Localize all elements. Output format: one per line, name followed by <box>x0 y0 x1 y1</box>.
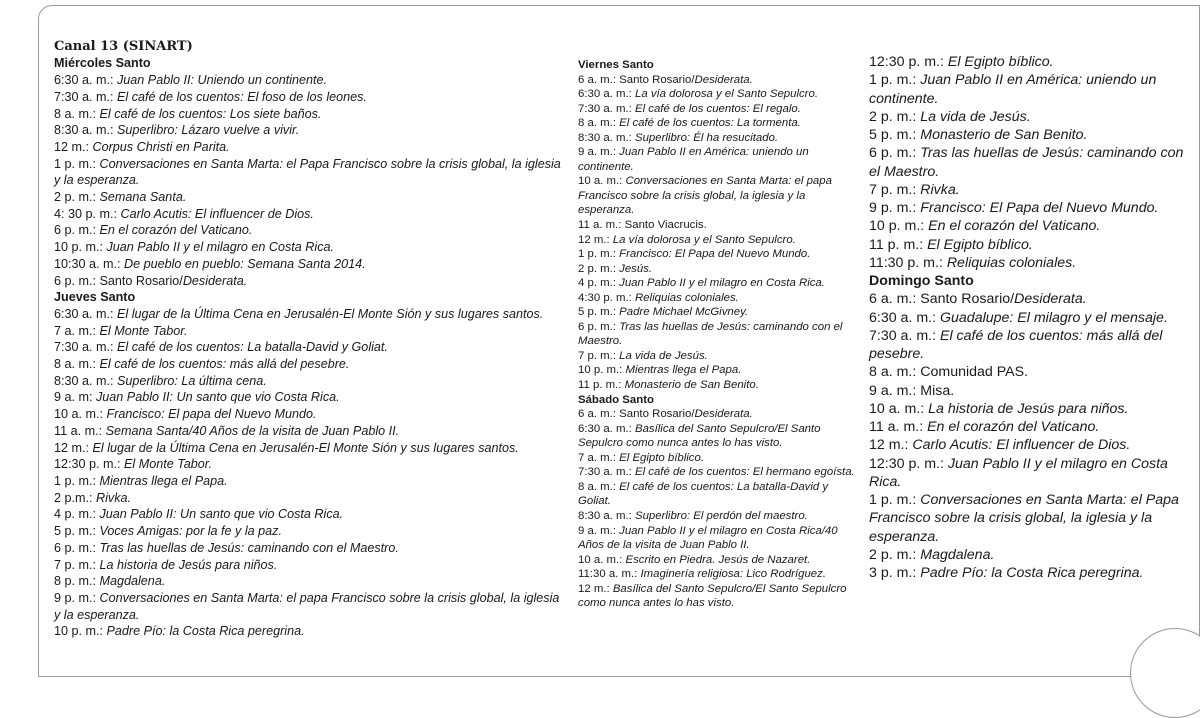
schedule-entry <box>54 72 566 89</box>
schedule-entry <box>869 455 1189 492</box>
entry-program: Rivka. <box>920 181 960 198</box>
entry-program: Semana Santa. <box>99 190 187 205</box>
entry-plain-text: Santo Rosario/ <box>99 273 183 288</box>
entry-time: 12:30 p. m.: <box>869 54 948 70</box>
entry-time: 6 p. m.: <box>54 540 100 555</box>
entry-program: Guadalupe: El milagro y el mensaje. <box>939 309 1168 326</box>
entry-time: 7 p. m.: <box>578 349 620 362</box>
schedule-entry <box>54 440 566 457</box>
schedule-entry <box>54 590 566 623</box>
schedule-entry <box>869 491 1189 546</box>
schedule-entry <box>869 290 1189 308</box>
entry-time: 12 m.: <box>578 582 613 595</box>
schedule-entry <box>54 623 566 640</box>
schedule-entry <box>578 87 860 102</box>
entry-program: La vía dolorosa y el Santo Sepulcro. <box>612 233 796 246</box>
schedule-entry <box>869 546 1189 564</box>
schedule-entry <box>54 540 566 557</box>
entry-plain-text: Comunidad PAS. <box>920 364 1029 381</box>
schedule-entry <box>54 156 566 189</box>
entry-time: 8:30 a. m.: <box>54 373 117 388</box>
entry-program: El Egipto bíblico. <box>619 451 705 464</box>
entry-program: El café de los cuentos: El regalo. <box>634 102 801 115</box>
entry-plain-text: Santo Rosario/ <box>920 291 1015 308</box>
schedule-entry <box>869 382 1189 400</box>
entry-program: Reliquias coloniales. <box>946 254 1077 271</box>
schedule-entry <box>54 306 566 323</box>
entry-program: Padre Pío: la Costa Rica peregrina. <box>106 624 305 639</box>
entry-time: 11 a. m.: <box>869 419 928 435</box>
entry-time: 11 p. m.: <box>869 236 928 253</box>
entry-program: El lugar de la Última Cena en Jerusalén-El Monte Sión y sus lugares santos. <box>117 306 544 321</box>
entry-time: 1 p. m.: <box>54 473 100 488</box>
schedule-entry <box>578 233 860 248</box>
entry-time: 3 p. m.: <box>869 565 921 581</box>
entry-time: 8 a. m.: <box>869 364 921 381</box>
entry-time: 7 p. m.: <box>54 557 100 572</box>
entry-program: El café de los cuentos: más allá del pesebre. <box>99 357 350 372</box>
day-heading: Miércoles Santo <box>54 56 151 71</box>
entry-program: La vida de Jesús. <box>619 349 708 362</box>
schedule-entry <box>869 71 1189 108</box>
entry-program: Escrito en Piedra. Jesús de Nazaret. <box>625 553 811 566</box>
schedule-entry <box>54 122 566 139</box>
entry-program: Desiderata. <box>1014 291 1087 308</box>
entry-time: 2 p. m.: <box>578 262 620 275</box>
entry-plain-text: Misa. <box>920 382 955 399</box>
entry-program: Basílica del Santo Sepulcro/El Santo Sepulcro como nunca antes lo has visto. <box>578 422 821 450</box>
schedule-entry <box>578 305 860 320</box>
entry-program: Basílica del Santo Sepulcro/El Santo Sepulcro como nunca antes lo has visto. <box>578 582 847 610</box>
entry-time: 4 p. m.: <box>578 277 620 290</box>
entry-program: Desiderata. <box>694 408 753 421</box>
column-1 <box>54 39 566 640</box>
entry-program: Conversaciones en Santa Marta: el papa Francisco sobre la crisis global, la iglesia y la esperanza. <box>54 590 560 622</box>
entry-time: 10 a. m.: <box>578 175 626 188</box>
schedule-entry <box>869 108 1189 126</box>
entry-time: 6:30 a. m.: <box>54 306 117 321</box>
schedule-entry <box>54 506 566 523</box>
entry-program: Superlibro: La última cena. <box>117 373 267 388</box>
day-heading: Viernes Santo <box>578 59 654 71</box>
entry-time: 10 p. m.: <box>54 240 107 255</box>
entry-time: 12 m.: <box>869 437 913 454</box>
entry-time: 8 p. m.: <box>54 574 100 589</box>
entry-time: 6 a. m.: <box>578 73 620 86</box>
schedule-entry <box>869 436 1189 454</box>
entry-program: El café de los cuentos: Los siete baños. <box>99 106 322 121</box>
entry-time: 11 a. m.: <box>54 423 106 438</box>
entry-time: 8 a. m.: <box>54 357 100 372</box>
schedule-entry <box>54 389 566 406</box>
entry-program: Mientras llega el Papa. <box>99 473 228 488</box>
entry-program: El Monte Tabor. <box>124 457 212 472</box>
entry-program: La vida de Jesús. <box>920 108 1031 125</box>
schedule-entry <box>869 363 1189 381</box>
schedule-entry <box>869 199 1189 217</box>
entry-time: 8 a. m.: <box>54 106 100 121</box>
entry-time: 8 a. m.: <box>578 480 620 493</box>
entry-time: 9 a. m.: <box>578 146 620 159</box>
schedule-entry <box>54 256 566 273</box>
schedule-entry <box>54 373 566 390</box>
entry-program: Monasterio de San Benito. <box>624 379 759 392</box>
entry-program: El Egipto bíblico. <box>927 236 1033 253</box>
entry-program: La historia de Jesús para niños. <box>99 557 278 572</box>
entry-time: 9 a. m.: <box>869 382 921 399</box>
entry-time: 6:30 a. m.: <box>578 88 635 101</box>
entry-time: 4: 30 p. m.: <box>54 206 121 221</box>
entry-program: Jesús. <box>619 262 653 275</box>
entry-program: Desiderata. <box>182 273 248 288</box>
entry-program: Padre Michael McGivney. <box>619 306 749 319</box>
schedule-entry <box>578 145 860 174</box>
entry-time: 6:30 a. m.: <box>869 309 940 326</box>
entry-program: En el corazón del Vaticano. <box>927 419 1100 435</box>
entry-time: 7 a. m.: <box>54 323 100 338</box>
schedule-entry <box>578 582 860 611</box>
schedule-entry <box>54 473 566 490</box>
entry-time: 7:30 a. m.: <box>578 102 635 115</box>
entry-time: 6 a. m.: <box>578 408 620 421</box>
schedule-entry <box>869 327 1189 364</box>
entry-time: 7:30 a. m.: <box>54 340 117 355</box>
entry-time: 9 a. m: <box>54 390 96 405</box>
entry-program: En el corazón del Vaticano. <box>99 223 253 238</box>
schedule-entry <box>578 509 860 524</box>
entry-time: 5 p. m.: <box>578 306 620 319</box>
schedule-entry <box>54 339 566 356</box>
day-heading: Domingo Santo <box>869 273 974 289</box>
entry-time: 11 p. m.: <box>578 379 625 392</box>
schedule-entry <box>578 363 860 378</box>
entry-program: Francisco: El Papa del Nuevo Mundo. <box>619 248 811 261</box>
schedule-entry <box>869 144 1189 181</box>
entry-program: Juan Pablo II: Un santo que vio Costa Rica. <box>96 390 340 405</box>
schedule-entry <box>869 254 1189 272</box>
entry-program: Conversaciones en Santa Marta: el Papa Francisco sobre la crisis global, la iglesia y la esperanza. <box>54 156 561 188</box>
schedule-entry <box>578 131 860 146</box>
schedule-entry <box>54 557 566 574</box>
entry-program: El café de los cuentos: El hermano egoísta. <box>634 466 855 479</box>
entry-time: 7:30 a. m.: <box>869 327 940 344</box>
entry-program: Monasterio de San Benito. <box>920 127 1088 143</box>
entry-time: 10 p. m.: <box>54 624 107 639</box>
entry-time: 12:30 p. m.: <box>869 455 948 472</box>
schedule-entry <box>54 423 566 440</box>
day-heading: Sábado Santo <box>578 393 654 406</box>
entry-time: 10 p. m.: <box>578 364 626 377</box>
schedule-entry <box>54 490 566 507</box>
entry-time: 7:30 a. m.: <box>578 466 635 479</box>
entry-time: 2 p. m.: <box>869 108 921 125</box>
entry-program: Corpus Christi en Parita. <box>92 139 230 154</box>
schedule-entry <box>54 573 566 590</box>
entry-time: 7 a. m.: <box>578 451 620 464</box>
entry-program: Desiderata. <box>694 73 753 86</box>
entry-program: Conversaciones en Santa Marta: el Papa Francisco sobre la crisis global, la iglesia y la esperanza. <box>869 492 1179 545</box>
schedule-entry <box>869 418 1189 436</box>
schedule-entry <box>54 523 566 540</box>
entry-time: 9 a. m.: <box>578 524 620 537</box>
schedule-entry <box>869 309 1189 327</box>
schedule-entry <box>869 564 1189 582</box>
schedule-entry <box>54 139 566 156</box>
entry-time: 11:30 p. m.: <box>869 254 947 271</box>
schedule-entry <box>578 320 860 349</box>
schedule-entry <box>578 291 860 306</box>
entry-time: 1 p. m.: <box>54 156 100 171</box>
day-heading: Jueves Santo <box>54 290 136 305</box>
schedule-entry <box>54 189 566 206</box>
entry-program: El Monte Tabor. <box>99 323 188 338</box>
entry-time: 1 p. m.: <box>869 72 921 89</box>
entry-time: 10 p. m.: <box>869 218 929 235</box>
entry-program: Voces Amigas: por la fe y la paz. <box>99 524 282 539</box>
entry-program: El café de los cuentos: más allá del pesebre. <box>869 327 1163 362</box>
entry-time: 2 p. m.: <box>869 546 921 563</box>
entry-program: Semana Santa/40 Años de la visita de Juan Pablo II. <box>105 423 400 438</box>
entry-time: 11 a. m.: <box>578 219 625 232</box>
entry-program: Juan Pablo II y el milagro en Costa Rica. <box>869 455 1168 490</box>
entry-time: 4:30 p. m.: <box>578 291 635 304</box>
schedule-entry <box>578 465 860 480</box>
schedule-entry <box>578 73 860 88</box>
entry-program: Juan Pablo II y el milagro en Costa Rica. <box>619 277 825 290</box>
entry-program: Imaginería religiosa: Lico Rodríguez. <box>640 568 826 581</box>
entry-time: 6 p. m.: <box>54 223 100 238</box>
entry-time: 12 m.: <box>54 440 93 455</box>
schedule-entry <box>869 236 1189 254</box>
entry-plain-text: Santo Viacrucis. <box>624 219 707 232</box>
entry-program: Juan Pablo II y el milagro en Costa Rica/40 Años de la visita de Juan Pablo II. <box>578 524 838 552</box>
entry-program: Juan Pablo II: Uniendo un continente. <box>117 73 328 88</box>
schedule-entry <box>578 553 860 568</box>
entry-time: 11:30 a. m.: <box>578 568 641 581</box>
entry-time: 5 p. m.: <box>869 127 921 143</box>
entry-program: Tras las huellas de Jesús: caminando con el Maestro. <box>99 540 399 555</box>
schedule-entry <box>578 407 860 422</box>
entry-time: 6 p. m.: <box>578 320 620 333</box>
entry-program: Superlibro: Él ha resucitado. <box>634 131 779 144</box>
entry-program: En el corazón del Vaticano. <box>928 218 1101 235</box>
entry-time: 10 a. m.: <box>54 407 107 422</box>
entry-time: 6:30 a. m.: <box>54 73 117 88</box>
entry-program: La vía dolorosa y el Santo Sepulcro. <box>634 88 818 101</box>
entry-time: 4 p. m.: <box>54 507 100 522</box>
entry-program: Juan Pablo II y el milagro en Costa Rica. <box>106 240 334 255</box>
schedule-entry <box>869 217 1189 235</box>
entry-program: Padre Pío: la Costa Rica peregrina. <box>920 565 1144 581</box>
column-3 <box>869 53 1189 582</box>
entry-program: Magdalena. <box>920 546 995 563</box>
entry-time: 12 m.: <box>54 139 93 154</box>
entry-time: 2 p.m.: <box>54 490 96 505</box>
entry-time: 8:30 a. m.: <box>578 131 635 144</box>
entry-time: 8:30 a. m.: <box>54 123 117 138</box>
entry-program: Conversaciones en Santa Marta: el papa Francisco sobre la crisis global, la iglesia y la esperanza. <box>578 175 832 217</box>
schedule-entry <box>578 524 860 553</box>
entry-program: El café de los cuentos: La batalla-David y Goliat. <box>578 480 829 508</box>
entry-program: De pueblo en pueblo: Semana Santa 2014. <box>124 256 366 271</box>
entry-program: Francisco: El Papa del Nuevo Mundo. <box>920 200 1159 216</box>
entry-program: Mientras llega el Papa. <box>625 364 742 377</box>
schedule-entry <box>578 567 860 582</box>
entry-time: 9 p. m.: <box>869 200 921 216</box>
entry-time: 6:30 a. m.: <box>578 422 635 435</box>
schedule-entry <box>54 406 566 423</box>
schedule-entry <box>578 378 860 393</box>
entry-program: El Egipto bíblico. <box>947 54 1054 70</box>
entry-time: 1 p. m.: <box>869 492 921 508</box>
schedule-entry <box>54 222 566 239</box>
entry-time: 6 p. m.: <box>869 145 921 162</box>
schedule-entry <box>54 273 566 290</box>
entry-program: El café de los cuentos: La batalla-David y Goliat. <box>117 340 388 355</box>
schedule-entry <box>54 356 566 373</box>
schedule-entry <box>54 206 566 223</box>
schedule-entry <box>578 422 860 451</box>
schedule-entry <box>54 323 566 340</box>
schedule-entry <box>578 276 860 291</box>
channel-title: Canal 13 (SINART) <box>54 39 193 54</box>
schedule-entry <box>869 126 1189 144</box>
entry-time: 6 a. m.: <box>869 291 921 308</box>
entry-program: La historia de Jesús para niños. <box>928 400 1129 417</box>
schedule-entry <box>578 174 860 218</box>
entry-time: 10 a. m.: <box>578 553 626 566</box>
entry-program: Carlo Acutis: El influencer de Dios. <box>120 206 314 221</box>
entry-time: 9 p. m.: <box>54 590 100 605</box>
entry-time: 7 p. m.: <box>869 181 921 198</box>
entry-time: 8:30 a. m.: <box>578 509 635 522</box>
entry-program: Tras las huellas de Jesús: caminando con el Maestro. <box>869 145 1184 180</box>
schedule-entry <box>578 102 860 117</box>
entry-time: 5 p. m.: <box>54 524 100 539</box>
schedule-entry <box>54 239 566 256</box>
entry-time: 2 p. m.: <box>54 190 100 205</box>
entry-program: El lugar de la Última Cena en Jerusalén-El Monte Sión y sus lugares santos. <box>92 440 519 455</box>
entry-time: 6 p. m.: <box>54 273 100 288</box>
schedule-entry <box>869 181 1189 199</box>
entry-time: 1 p. m.: <box>578 248 620 261</box>
schedule-entry <box>54 89 566 106</box>
entry-time: 10:30 a. m.: <box>54 256 125 271</box>
entry-program: Carlo Acutis: El influencer de Dios. <box>912 437 1131 454</box>
schedule-entry <box>578 480 860 509</box>
entry-program: El café de los cuentos: La tormenta. <box>619 117 801 130</box>
entry-program: El café de los cuentos: El foso de los leones. <box>117 89 367 104</box>
entry-program: Reliquias coloniales. <box>634 291 739 304</box>
entry-program: Juan Pablo II en América: uniendo un continente. <box>869 72 1157 107</box>
entry-program: Superlibro: Lázaro vuelve a vivir. <box>117 123 300 138</box>
column-2 <box>578 58 860 611</box>
entry-program: Francisco: El papa del Nuevo Mundo. <box>106 407 317 422</box>
entry-program: Superlibro: El perdón del maestro. <box>634 509 808 522</box>
entry-program: Tras las huellas de Jesús: caminando con el Maestro. <box>578 320 843 348</box>
schedule-entry <box>869 53 1189 71</box>
entry-program: Juan Pablo II en América: uniendo un continente. <box>578 146 809 173</box>
schedule-entry <box>54 456 566 473</box>
entry-plain-text: Santo Rosario/ <box>619 73 695 86</box>
schedule-entry <box>578 247 860 262</box>
entry-time: 12 m.: <box>578 233 613 246</box>
schedule-entry <box>578 349 860 364</box>
entry-program: Rivka. <box>96 490 131 505</box>
entry-time: 10 a. m.: <box>869 400 929 417</box>
schedule-entry <box>578 218 860 233</box>
entry-program: Magdalena. <box>99 574 166 589</box>
schedule-entry <box>869 400 1189 418</box>
entry-plain-text: Santo Rosario/ <box>619 408 695 421</box>
entry-time: 7:30 a. m.: <box>54 89 117 104</box>
entry-program: Juan Pablo II: Un santo que vio Costa Rica. <box>99 507 344 522</box>
entry-time: 12:30 p. m.: <box>54 457 125 472</box>
entry-time: 8 a. m.: <box>578 117 620 130</box>
schedule-entry <box>578 451 860 466</box>
schedule-entry <box>54 106 566 123</box>
schedule-entry <box>578 262 860 277</box>
schedule-entry <box>578 116 860 131</box>
